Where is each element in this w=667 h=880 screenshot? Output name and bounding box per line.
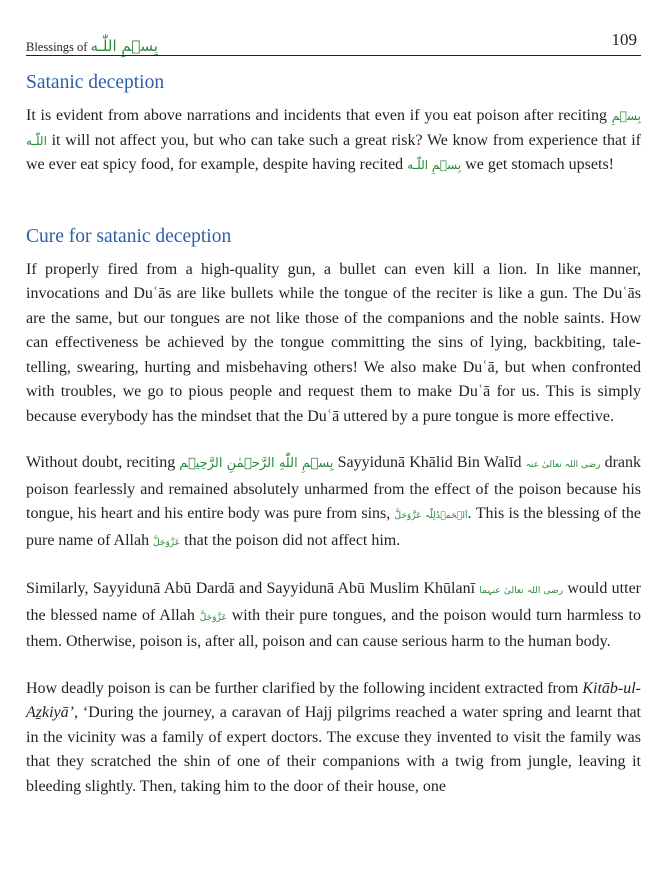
azza-wa-jal-inline: عَزَّوَجَلَّ [153, 537, 181, 548]
header-rule [26, 55, 641, 56]
section-heading-satanic-deception: Satanic deception [26, 72, 165, 93]
bismillah-inline: بِسۡمِ اللّٰـه [26, 109, 642, 148]
alhamdulillah-inline: اَلۡحَمۡدُلِلّٰہ عَزَّوَجَلَّ [394, 511, 468, 521]
honorific-inline: رضی اللہ تعالیٰ عنہما [479, 586, 564, 596]
paragraph-satanic-deception: It is evident from above narrations and incidents that even if you eat poison after reciting بِسۡمِ اللّٰـه it will not affect you, but who can take such a great risk? We know from experience that if we ever eat spicy food, for example, despite having recited بِسۡمِ اللّٰـه we get stomach upsets! [26, 107, 642, 173]
paragraph-deadly-poison: How deadly poison is can be further clarified by the following incident extracted from Kitāb-ul-Aẕkiyā’, ‘During the journey, a caravan of Hajj pilgrims reached a water spring and learnt that in the vicinity was a family of expert doctors. The excuse they invented to visit the family was that they scratched the shin of one of their companions with a twig from jungle, leaving it bleeding slightly. Then, taking him to the door of their house, one [26, 679, 642, 795]
page-number: 109 [611, 30, 637, 49]
page-content [26, 70, 641, 799]
running-title [26, 37, 158, 55]
honorific-inline: رضی اللہ تعالیٰ عنہ [525, 460, 601, 470]
bismillah-inline: بِسۡمِ اللّٰـه [407, 158, 462, 172]
section-heading-cure: Cure for satanic deception [26, 225, 232, 247]
paragraph-khalid-bin-walid: Without doubt, reciting بِسۡمِ اللّٰهِ الرَّحۡمٰنِ الرَّحِيۡم Sayyidunā Khālid Bin Walīd رضی اللہ تعالیٰ عنہ drank poison fearlessly and remained absolutely unharmed from the effect of the poison because his tongue, his heart and his entire body was pure from sins, اَلۡحَمۡدُلِلّٰہ عَزَّوَجَلَّ. This is the blessing of the pure name of Allah عَزَّوَجَلَّ that the poison did not affect him. [26, 454, 642, 549]
book-title: Kitāb-ul-Aẕkiyā’ [26, 679, 642, 721]
paragraph-bullet-analogy: If properly fired from a high-quality gun, a bullet can even kill a lion. In like manner, invocations and Duʿās are like bullets while the tongue of the reciter is like a gun. The Duʿās are the same, but our tongues are not like those of the companions and the noble saints. How can effectiveness be achieved by the tongue committing the sins of lying, backbiting, tale-telling, swearing, hurting and misbehaving others! We also make Duʿā, but when confronted with troubles, we go to pious people and request them to make Duʿā for us. This is simply because everybody has the mindset that the Duʿā uttered by a pure tongue is more effective. [26, 260, 641, 425]
page-header [26, 30, 641, 58]
running-title-arabic: بِسۡمِ اللّٰـه [90, 37, 158, 55]
paragraph-abu-darda: Similarly, Sayyidunā Abū Dardā and Sayyidunā Abū Muslim Khūlanī رضی اللہ تعالیٰ عنہما would utter the blessed name of Allah عَزَّوَجَلَّ with their pure tongues, and the poison would turn harmless to them. Otherwise, poison is, after all, poison and can cause serious harm to the human body. [26, 580, 641, 650]
running-title-text: Blessings of [26, 40, 88, 54]
azza-wa-jal-inline: عَزَّوَجَلَّ [199, 612, 227, 623]
bismillah-full-inline: بِسۡمِ اللّٰهِ الرَّحۡمٰنِ الرَّحِيۡم [179, 456, 334, 471]
